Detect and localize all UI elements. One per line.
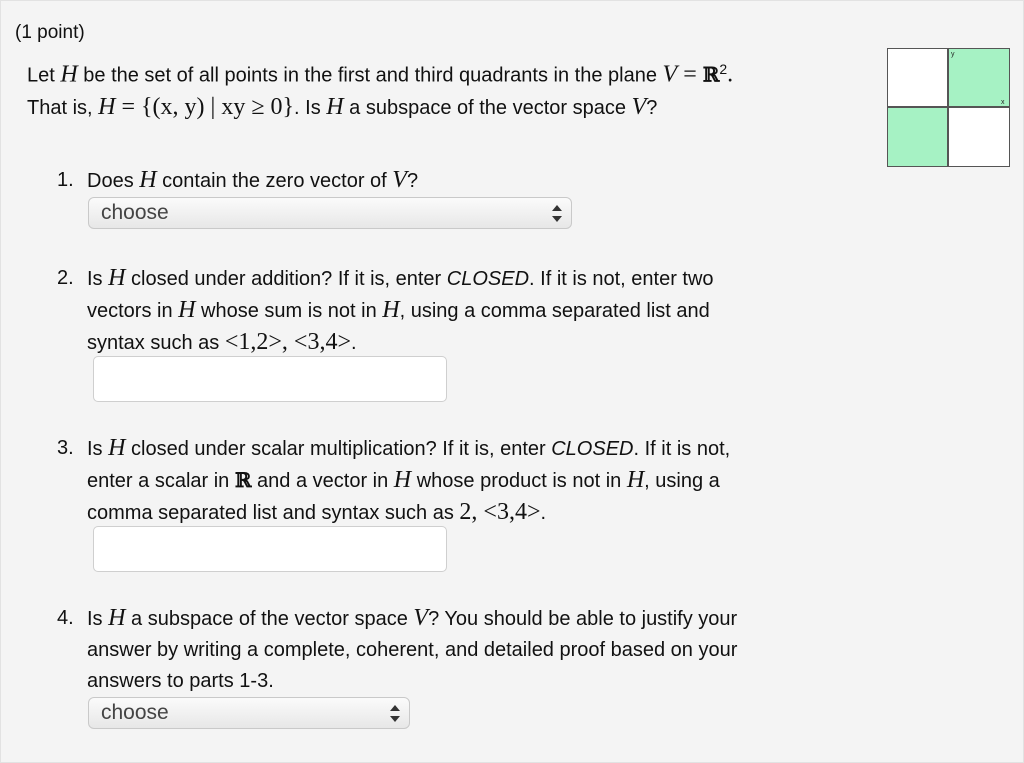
q4-answer-select[interactable]: choose xyxy=(88,697,410,729)
question-1: 1. Does H contain the zero vector of V? xyxy=(57,167,419,193)
x-axis-label: x xyxy=(1001,99,1005,106)
quadrant-2 xyxy=(887,48,948,107)
quadrant-3 xyxy=(887,107,948,167)
select-arrows-icon xyxy=(552,205,562,222)
question-3: 3. Is H closed under scalar multiplication? If it is, enter CLOSED. If it is not, enter a scalar in ℝ and a vector in H whose product is not in H, using a comma separated list and syntax such as 2, <3,4>. xyxy=(57,435,731,525)
question-2: 2. Is H closed under addition? If it is, enter CLOSED. If it is not, enter two vectors in H whose sum is not in H, using a comma separated list and syntax such as <1,2>, <3,4>. xyxy=(57,265,714,355)
select-arrows-icon xyxy=(390,705,400,722)
y-axis-label: y xyxy=(951,51,955,58)
question-4: 4. Is H a subspace of the vector space V? You should be able to justify your answer by writing a complete, coherent, and detailed proof based on your answers to parts 1-3. xyxy=(57,605,738,692)
problem-statement: Let H be the set of all points in the first and third quadrants in the plane V = ℝ$^2$. That is, H = {(x, y) | xy ≥ 0}. Is H a subspace of the vector space V? xyxy=(27,61,734,120)
q2-answer-input[interactable] xyxy=(93,356,447,402)
quadrant-4 xyxy=(948,107,1010,167)
quadrant-figure xyxy=(887,48,1010,167)
q1-answer-select[interactable]: choose xyxy=(88,197,572,229)
point-value: (1 point) xyxy=(15,22,85,43)
q3-answer-input[interactable] xyxy=(93,526,447,572)
